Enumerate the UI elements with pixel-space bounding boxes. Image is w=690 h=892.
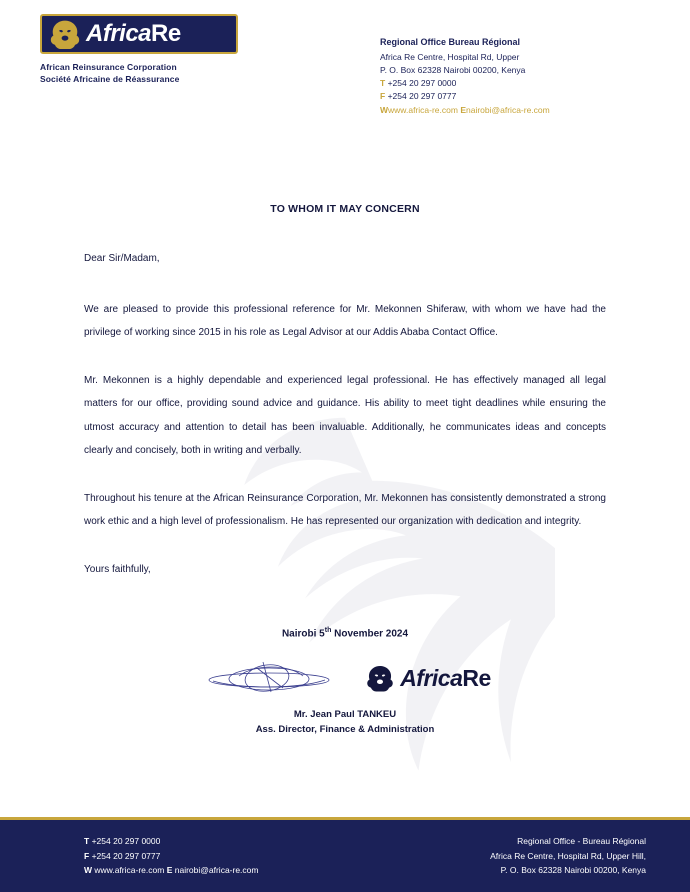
letter-paragraph-1: We are pleased to provide this professional reference for Mr. Mekonnen Shiferaw, with whom we have had the privilege of working since 2015 in his role as Legal Advisor at our Addis Ababa Contact Office.: [84, 303, 606, 339]
signature-logo-re: Re: [462, 664, 491, 691]
footer-contacts: [84, 834, 258, 879]
fax-label: F: [380, 91, 386, 102]
header-address: [380, 14, 630, 117]
signatory-title: Ass. Director, Finance & Administration: [255, 724, 435, 736]
signature-place-date: [84, 627, 606, 639]
lion-head-icon: [48, 19, 82, 49]
letter-salutation: Dear Sir/Madam,: [84, 252, 160, 264]
letter-paragraph-3: Throughout his tenure at the African Reinsurance Corporation, Mr. Mekonnen has consistently demonstrated a strong work ethic and a high level of professionalism. He has represented our organization with dedication and integrity.: [84, 492, 606, 528]
footer-address-line-2: P. O. Box 62328 Nairobi 00200, Kenya: [500, 865, 646, 876]
page-footer: [0, 820, 690, 892]
signature-logo-wordmark: [400, 664, 491, 691]
footer-email-label: E: [166, 865, 173, 876]
footer-fax-value: +254 20 297 0777: [91, 850, 161, 861]
web-value[interactable]: www.africa-re.com: [388, 104, 458, 115]
address-line-1: Africa Re Centre, Hospital Rd, Upper: [380, 51, 520, 62]
signature-row: [84, 655, 606, 701]
footer-email-value[interactable]: nairobi@africa-re.com: [174, 865, 259, 876]
letter-subject: TO WHOM IT MAY CONCERN: [270, 202, 420, 215]
address-fax: [380, 90, 630, 103]
footer-fax: [84, 849, 258, 864]
signature-city: Nairobi 5: [281, 628, 325, 640]
signature-date: November 2024: [331, 628, 409, 640]
footer-web-email: [84, 863, 258, 878]
africa-re-logo: [40, 14, 238, 54]
footer-web-value[interactable]: www.africa-re.com: [94, 865, 165, 876]
signature-date-ordinal: th: [324, 626, 332, 634]
footer-telephone-value: +254 20 297 0000: [91, 835, 161, 846]
letter-paragraph-2: Mr. Mekonnen is a highly dependable and experienced legal professional. He has effectively managed all legal matters for our office, providing sound advice and guidance. His ability to meet tight deadlines while ensuring the utmost accuracy and attention to detail has been invaluable. Additionally, he communicates ideas and concepts clearly and concisely, both in writing and verbally.: [84, 374, 606, 457]
signature-africa-re-logo: [365, 664, 491, 692]
logo-word-africa: Africa: [86, 20, 152, 47]
brand-name-en: African Reinsurance Corporation: [40, 62, 177, 72]
footer-office-title: Regional Office - Bureau Régional: [517, 835, 646, 846]
signatory-name: Mr. Jean Paul TANKEU: [293, 709, 397, 721]
address-line-2: P. O. Box 62328 Nairobi 00200, Kenya: [380, 65, 526, 76]
letterhead: [0, 0, 690, 117]
address-telephone: [380, 77, 630, 90]
letter-closing: Yours faithfully,: [84, 563, 151, 575]
signature-block: [84, 627, 606, 735]
footer-telephone: [84, 834, 258, 849]
telephone-value: +254 20 297 0000: [387, 78, 457, 89]
footer-web-label: W: [84, 865, 93, 876]
logo-wordmark: [86, 22, 181, 46]
lion-head-icon: [365, 664, 395, 692]
footer-address: [490, 834, 646, 879]
brand-name-fr: Société Africaine de Réassurance: [40, 74, 180, 85]
logo-word-re: Re: [151, 20, 181, 47]
signature-logo-africa: Africa: [400, 664, 463, 691]
footer-address-line-1: Africa Re Centre, Hospital Rd, Upper Hill,: [490, 850, 646, 861]
web-label: W: [380, 104, 389, 115]
footer-telephone-label: T: [84, 835, 90, 846]
letter-body: [0, 203, 690, 735]
address-web-email: [380, 104, 630, 117]
footer-fax-label: F: [84, 850, 90, 861]
fax-value: +254 20 297 0777: [387, 91, 457, 102]
brand-names: [40, 61, 300, 86]
handwritten-signature: [199, 658, 339, 698]
email-value[interactable]: nairobi@africa-re.com: [465, 104, 550, 115]
address-title: Regional Office Bureau Régional: [380, 37, 521, 47]
email-label: E: [460, 104, 466, 115]
telephone-label: T: [380, 78, 386, 89]
brand-block: [40, 14, 300, 86]
